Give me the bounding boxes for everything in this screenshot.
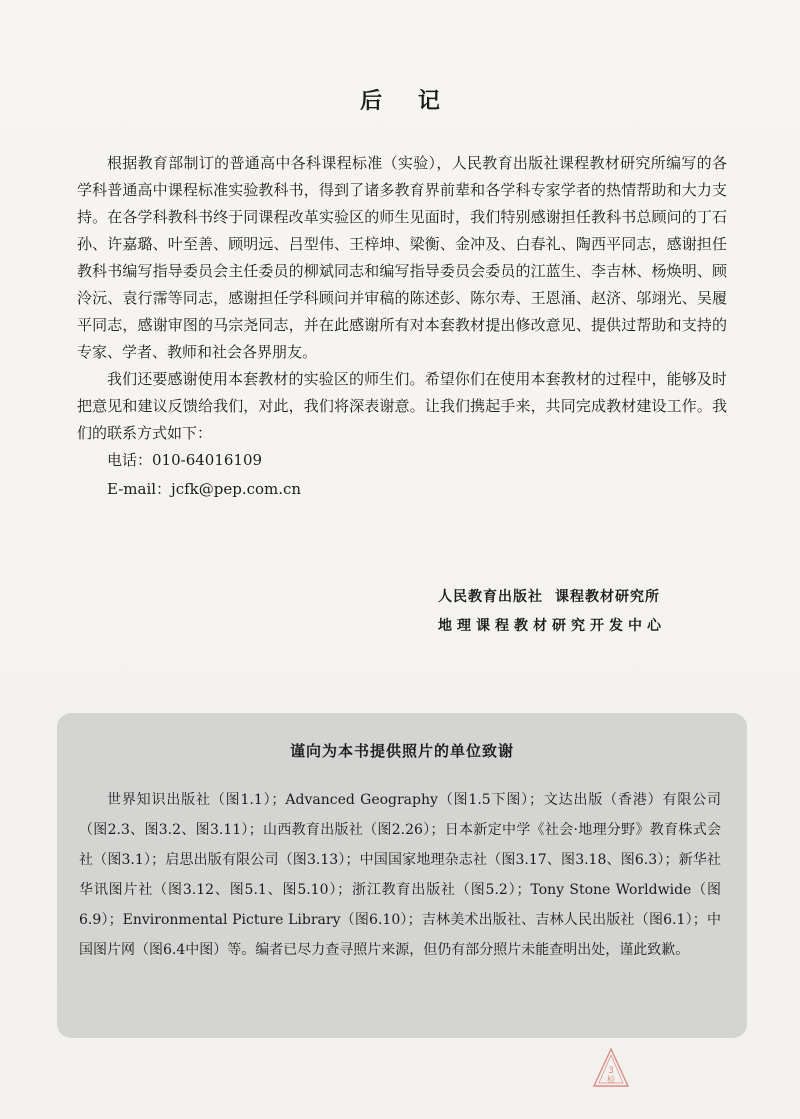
contact-phone: 电话：010-64016109: [107, 451, 263, 469]
acknowledgement-title: 谨向为本书提供照片的单位致谢: [289, 742, 514, 760]
publisher-signature: [438, 583, 666, 641]
inspection-stamp-icon: [591, 1046, 631, 1090]
afterword-body: [77, 150, 727, 503]
svg-text:检: 检: [607, 1075, 615, 1084]
signature-org-institute: 课程教材研究所: [555, 589, 660, 605]
acknowledgement-text: 世界知识出版社（图1.1）；Advanced Geography（图1.5下图）；文达出版（香港）有限公司（图2.3、图3.2、图3.11）；山西教育出版社（图2.26）；日本新定中学《社会·地理分野》教育株式会社（图3.1）；启思出版有限公司（图3.13）；中国国家地理杂志社（图3.17、图3.18、图6.3）；新华社华讯图片社（图3.12、图5.1、图5.10）；浙江教育出版社（图5.2）；Tony Stone Worldwide（图6.9）；Environmental Picture Library（图6.10）；吉林美术出版社、吉林人民出版社（图6.1）；中国图片网（图6.4中图）等。编者已尽力查寻照片来源，但仍有部分照片未能查明出处，谨此致歉。: [79, 792, 721, 958]
svg-text:3: 3: [608, 1066, 614, 1076]
signature-line-1: [438, 583, 666, 612]
signature-org-publisher: 人民教育出版社: [438, 589, 543, 605]
afterword-paragraph-2: 我们还要感谢使用本套教材的实验区的师生们。希望你们在使用本套教材的过程中，能够及时把意见和建议反馈给我们，对此，我们将深表谢意。让我们携起手来，共同完成教材建设工作。我们的联系方式如下：: [77, 370, 727, 442]
page-title: 后 记: [360, 89, 454, 114]
signature-org-center: 地理课程教材研究开发中心: [438, 618, 666, 634]
afterword-paragraph-1: 根据教育部制订的普通高中各科课程标准（实验），人民教育出版社课程教材研究所编写的各学科普通高中课程标准实验教科书，得到了诸多教育界前辈和各学科专家学者的热情帮助和大力支持。在各学科教科书终于同课程改革实验区的师生见面时，我们特别感谢担任教科书总顾问的丁石孙、许嘉璐、叶至善、顾明远、吕型伟、王梓坤、梁衡、金冲及、白春礼、陶西平同志，感谢担任教科书编写指导委员会主任委员的柳斌同志和编写指导委员会委员的江蓝生、李吉林、杨焕明、顾泠沅、袁行霈等同志，感谢担任学科顾问并审稿的陈述彭、陈尔寿、王恩涌、赵济、邬翊光、吴履平同志，感谢审图的马宗尧同志，并在此感谢所有对本套教材提出修改意见、提供过帮助和支持的专家、学者、教师和社会各界朋友。: [77, 154, 727, 361]
contact-email: E-mail：jcfk@pep.com.cn: [107, 480, 302, 498]
photo-acknowledgement-box: [57, 713, 747, 1038]
